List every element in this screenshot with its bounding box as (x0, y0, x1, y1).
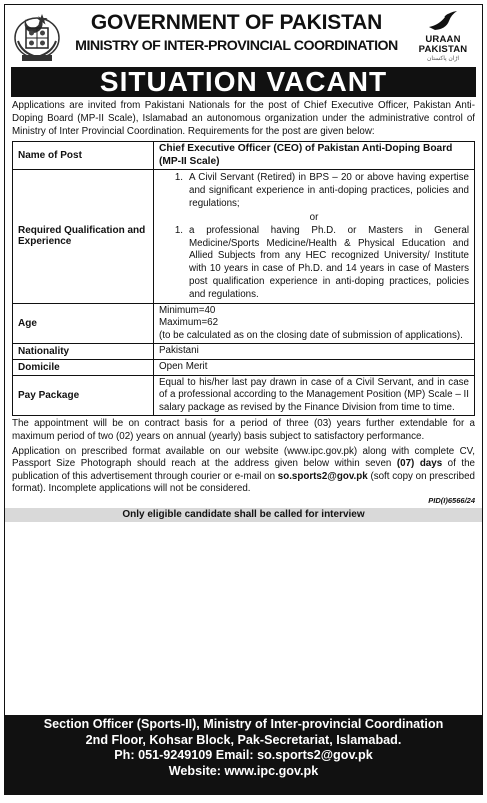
qualification-item (159, 172, 469, 210)
uraan-logo-line1: URAAN (425, 34, 461, 45)
contact-block (5, 715, 482, 794)
qualification-or: or (309, 211, 319, 223)
application-days: (07) days (396, 458, 443, 470)
header (5, 5, 482, 67)
contact-officer: Section Officer (Sports-II), Ministry of Inter-provincial Coordination (43, 717, 444, 731)
qualification-item-number: 1. (174, 172, 183, 184)
table-row (13, 375, 475, 416)
age-note: (to be calculated as on the closing date of submission of applications). (159, 329, 463, 341)
qualification-label: Required Qualification and Experience (13, 170, 154, 303)
application-email[interactable]: so.sports2@gov.pk (277, 470, 368, 482)
contact-address: 2nd Floor, Kohsar Block, Pak-Secretariat, Islamabad. (85, 732, 402, 747)
ministry-title: MINISTRY OF INTER-PROVINCIAL COORDINATION (75, 38, 398, 54)
advertisement-page (4, 4, 483, 795)
uraan-bird-icon (425, 9, 461, 35)
nationality-label: Nationality (13, 344, 154, 360)
uraan-logo-urdu: اڑان پاکستان (426, 56, 460, 62)
requirements-table (12, 141, 475, 416)
pay-package-value: Equal to his/her last pay drawn in case of a Civil Servant, and in case of a professional according to the Management Position (MP) Scale – II salary package as revised by the Finance Division from time to time. (154, 375, 475, 416)
age-minimum: Minimum=40 (159, 304, 216, 316)
qualification-value (154, 170, 475, 303)
table-row (13, 344, 475, 360)
table-row (13, 170, 475, 303)
government-title: GOVERNMENT OF PAKISTAN (90, 11, 383, 34)
application-text: Application on prescribed format available on our website (www.ipc.gov.pk) along with complete CV, Passport Size Photograph should reach at the address given below within seven (12, 445, 475, 470)
contract-paragraph: The appointment will be on contract basis for a period of three (03) years further extendable for a maximum period of two (02) years on annual (yearly) basis subject to satisfactory performance. (12, 418, 475, 442)
domicile-value: Open Merit (154, 359, 475, 375)
contact-phone-email[interactable]: Ph: 051-9249109 Email: so.sports2@gov.pk (114, 748, 373, 763)
contact-website[interactable]: Website: www.ipc.gov.pk (168, 763, 319, 778)
application-text: of the publication of this advertisement through courier or e-mail on (12, 458, 475, 482)
table-row (13, 359, 475, 375)
intro-paragraph: Applications are invited from Pakistani Nationals for the post of Chief Executive Officer, Pakistan Anti-Doping Board (MP-II Scale), Islamabad an autonomous organization under the administrative control of Ministry of Inter Provincial Coordination. Requirements for the post are given below: (12, 100, 475, 137)
application-paragraph (12, 446, 475, 496)
age-value (154, 303, 475, 344)
table-row (13, 142, 475, 170)
nationality-value: Pakistani (154, 344, 475, 360)
interview-notice: Only eligible candidate shall be called for interview (5, 508, 482, 522)
post-value: Chief Executive Officer (CEO) of Pakistan Anti-Doping Board (MP-II Scale) (154, 142, 475, 170)
state-emblem-icon (12, 11, 62, 63)
situation-vacant-banner: SITUATION VACANT (11, 67, 476, 97)
qualification-item-text: A Civil Servant (Retired) in BPS – 20 or above having expertise and significant experience in anti-doping practices, policies and regulations; (189, 172, 469, 209)
table-row (13, 303, 475, 344)
application-text: (soft copy on prescribed format). Incomplete applications will not be considered. (12, 470, 475, 495)
qualification-item-number: 1. (174, 224, 183, 236)
age-maximum: Maximum=62 (159, 317, 219, 329)
pay-package-label: Pay Package (13, 375, 154, 416)
uraan-pakistan-logo (410, 9, 476, 67)
domicile-label: Domicile (13, 359, 154, 375)
age-label: Age (13, 303, 154, 344)
qualification-item (159, 225, 469, 302)
post-label: Name of Post (13, 142, 154, 170)
pid-number: PID(I)6566/24 (428, 495, 475, 505)
qualification-item-text: a professional having Ph.D. or Masters in General Medicine/Sports Medicine/Health & Physical Education and Allied Subjects from any HEC recognized University/ Institute with 10 years in case of Ph.D. and 14 years in case of Masters post qualification experience in anti-doping practices, policies and regulations. (189, 224, 469, 300)
uraan-logo-line2: PAKISTAN (418, 44, 468, 55)
